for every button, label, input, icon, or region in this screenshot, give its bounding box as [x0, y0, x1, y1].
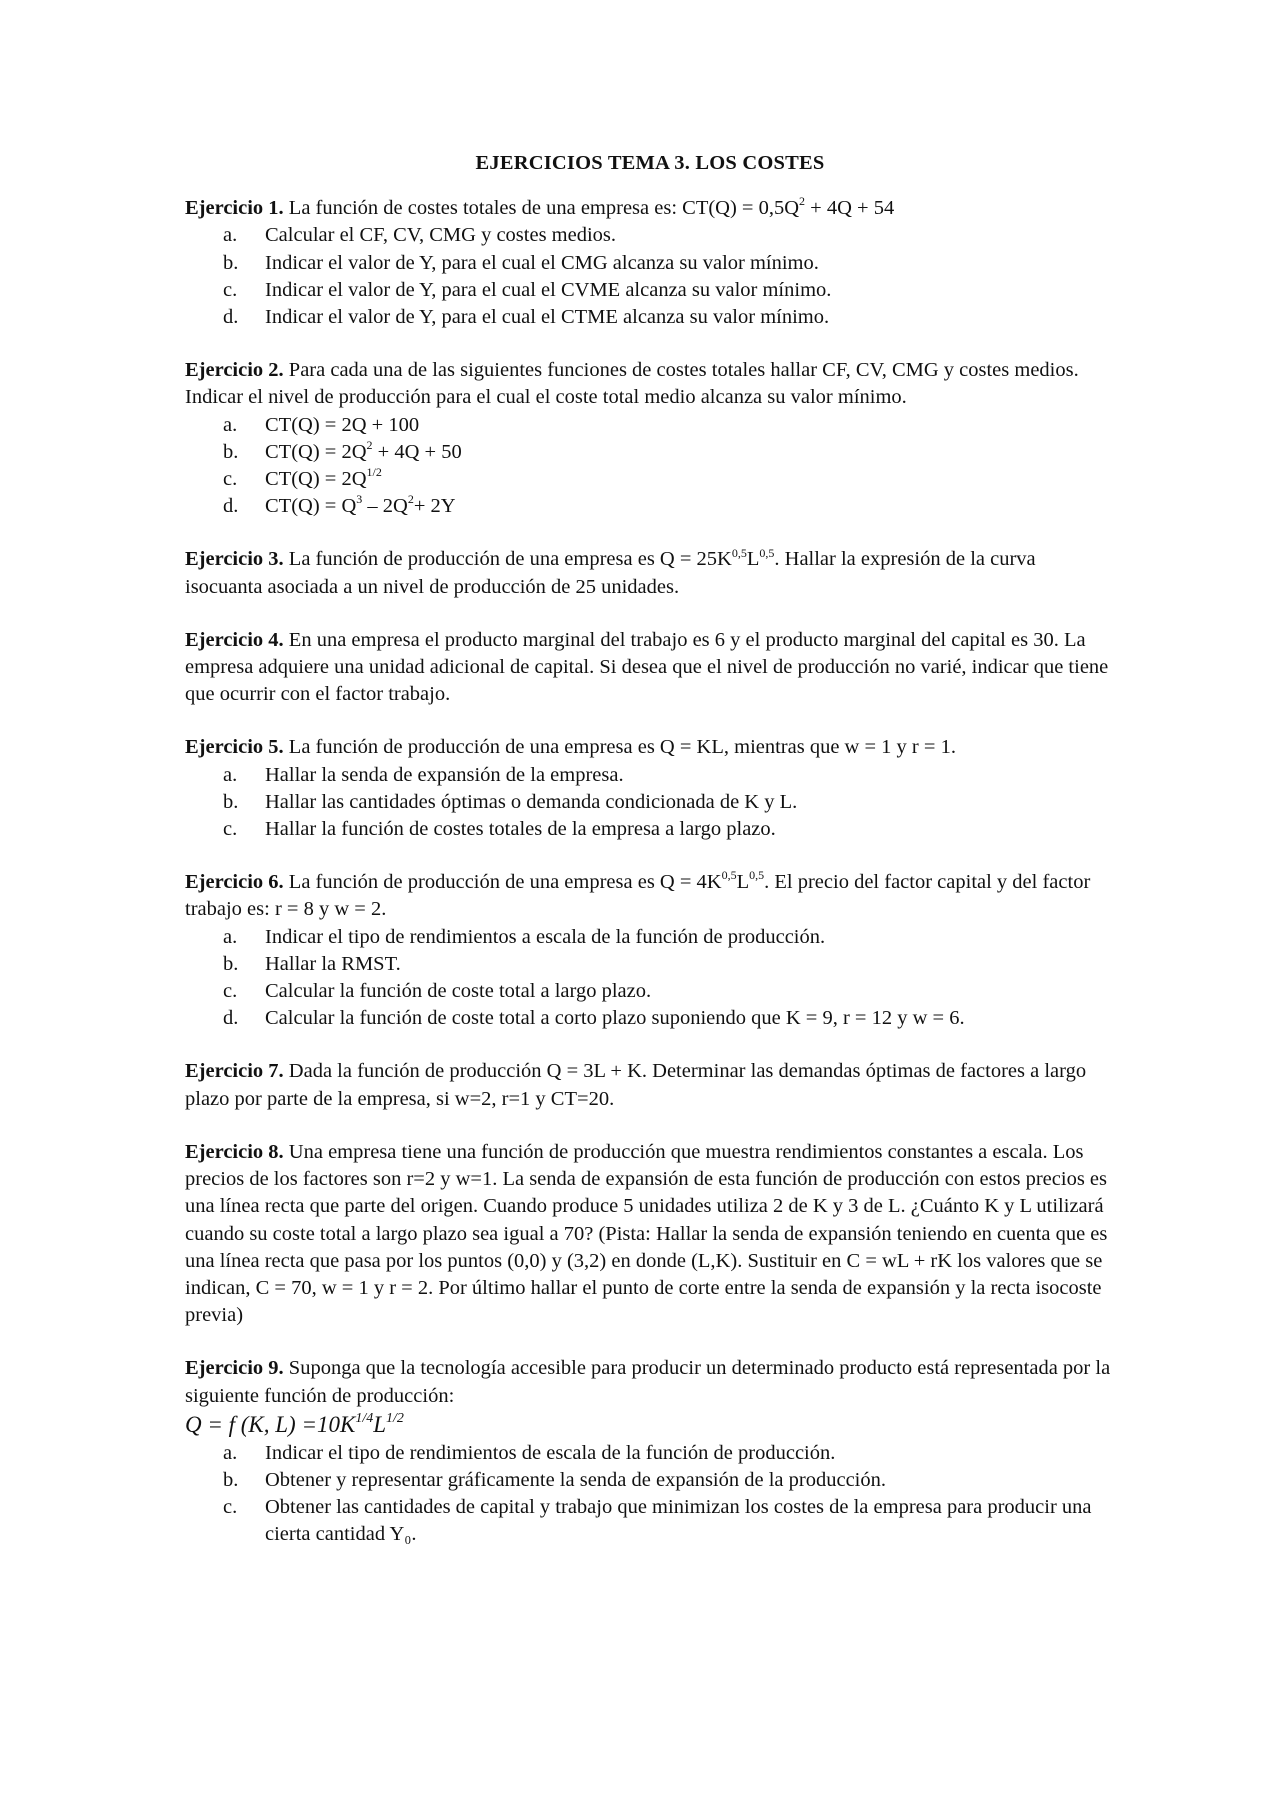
exercise-9: [185, 1355, 1115, 1548]
list-item: b. Obtener y representar gráficamente la senda de expansión de la producción.: [223, 1468, 886, 1491]
exercise-statement: Ejercicio 2. Para cada una de las siguientes funciones de costes totales hallar CF, CV, CMG y costes medios. Indicar el nivel de producción para el cual el coste total medio alcanza su valor mínimo.: [185, 359, 1079, 409]
item-list: [185, 222, 1115, 331]
exercise-7: [185, 1058, 1115, 1112]
item-list: [185, 924, 1115, 1033]
list-item: d. Calcular la función de coste total a corto plazo suponiendo que K = 9, r = 12 y w = 6.: [223, 1007, 965, 1030]
list-item: a. CT(Q) = 2Q + 100: [223, 413, 420, 436]
exercise-4: [185, 627, 1115, 709]
list-item: b. Hallar la RMST.: [223, 952, 401, 975]
exercise-label: Ejercicio 3.: [185, 548, 284, 571]
exercise-statement: Ejercicio 1. La función de costes totales de una empresa es: $CT(Q) = 0,5Q^2 + 4Q + 54$: [185, 194, 895, 220]
exercise-statement: Ejercicio 5. La función de producción de una empresa es Q = KL, mientras que w = 1 y r = 1.: [185, 736, 956, 759]
list-item: a. Calcular el CF, CV, CMG y costes medios.: [223, 224, 617, 247]
exercise-statement: Ejercicio 7. Dada la función de producción Q = 3L + K. Determinar las demandas óptimas de factores a largo plazo por parte de la empresa, si w=2, r=1 y CT=20.: [185, 1060, 1087, 1110]
list-item: b. $CT(Q) = 2Q^2 + 4Q + 50$: [223, 438, 462, 463]
list-item: c. Indicar el valor de Y, para el cual el CVME alcanza su valor mínimo.: [223, 278, 832, 301]
exercise-label: Ejercicio 6.: [185, 871, 284, 894]
document-page: [185, 150, 1115, 1575]
list-item: a. Indicar el tipo de rendimientos de escala de la función de producción.: [223, 1441, 836, 1464]
list-item: c. Obtener las cantidades de capital y trabajo que minimizan los costes de la empresa para producir una cierta cantidad Y₀.: [223, 1496, 1092, 1546]
item-list: [185, 412, 1115, 521]
list-item: b. Indicar el valor de Y, para el cual el CMG alcanza su valor mínimo.: [223, 251, 819, 274]
page-title: EJERCICIOS TEMA 3. LOS COSTES: [475, 152, 825, 174]
exercise-6: [185, 869, 1115, 1032]
list-item: b. Hallar las cantidades óptimas o demanda condicionada de K y L.: [223, 790, 798, 813]
exercise-statement: Ejercicio 8. Una empresa tiene una función de producción que muestra rendimientos constantes a escala. Los precios de los factores son r=2 y w=1. La senda de expansión de esta función de producción con estos precios es una línea recta que parte del origen. Cuando produce 5 unidades utiliza 2 de K y 3 de L. ¿Cuánto K y L utilizará cuando su coste total a largo plazo sea igual a 70? (Pista: Hallar la senda de expansión teniendo en cuenta que es una línea recta que pasa por los puntos (0,0) y (3,2) en donde (L,K). Sustituir en C = wL + rK los valores que se indican, C = 70, w = 1 y r = 2. Por último hallar el punto de corte entre la senda de expansión y la recta isocoste previa): [185, 1140, 1108, 1327]
list-item: c. Hallar la función de costes totales de la empresa a largo plazo.: [223, 818, 776, 841]
item-list: [185, 762, 1115, 844]
exercise-5: [185, 734, 1115, 843]
exercise-1: [185, 195, 1115, 331]
list-item: a. Indicar el tipo de rendimientos a escala de la función de producción.: [223, 925, 826, 948]
exercise-label: Ejercicio 7.: [185, 1060, 284, 1083]
production-function-formula: Q = f (K, $L) =10K^{1/4}L^{1/2}$: [185, 1411, 404, 1437]
exercise-label: Ejercicio 9.: [185, 1357, 284, 1380]
exercise-label: Ejercicio 4.: [185, 628, 284, 651]
list-item: d. $CT(Q) = Q^3 - 2Q^2+ 2Y$: [223, 492, 456, 518]
exercise-statement: Ejercicio 3. La función de producción de una empresa es $Q = 25K^{0,5}L^{0,5}$. Hallar la expresión de la curva isocuanta asociada a un nivel de producción de 25 unidades.: [185, 545, 1036, 598]
exercise-2: [185, 357, 1115, 520]
exercise-statement: Ejercicio 6. La función de producción de una empresa es $Q = 4K^{0,5}L^{0,5}$. El precio del factor capital y del factor trabajo es: r = 8 y w = 2.: [185, 868, 1091, 921]
exercise-label: Ejercicio 8.: [185, 1140, 284, 1163]
exercise-3: [185, 546, 1115, 600]
exercise-label: Ejercicio 5.: [185, 736, 284, 759]
exercise-label: Ejercicio 2.: [185, 359, 284, 382]
exercise-label: Ejercicio 1.: [185, 197, 284, 220]
exercise-8: [185, 1139, 1115, 1329]
list-item: d. Indicar el valor de Y, para el cual el CTME alcanza su valor mínimo.: [223, 306, 830, 329]
exercise-statement: Ejercicio 9. Suponga que la tecnología accesible para producir un determinado producto está representada por la siguiente función de producción:: [185, 1357, 1111, 1407]
item-list: [185, 1440, 1115, 1549]
list-item: c. Calcular la función de coste total a largo plazo.: [223, 980, 652, 1003]
list-item: a. Hallar la senda de expansión de la empresa.: [223, 763, 624, 786]
list-item: c. $CT(Q) = 2Q^{1/2}$: [223, 465, 382, 491]
exercise-statement: Ejercicio 4. En una empresa el producto marginal del trabajo es 6 y el producto marginal del capital es 30. La empresa adquiere una unidad adicional de capital. Si desea que el nivel de producción no varié, indicar que tiene que ocurrir con el factor trabajo.: [185, 628, 1109, 706]
